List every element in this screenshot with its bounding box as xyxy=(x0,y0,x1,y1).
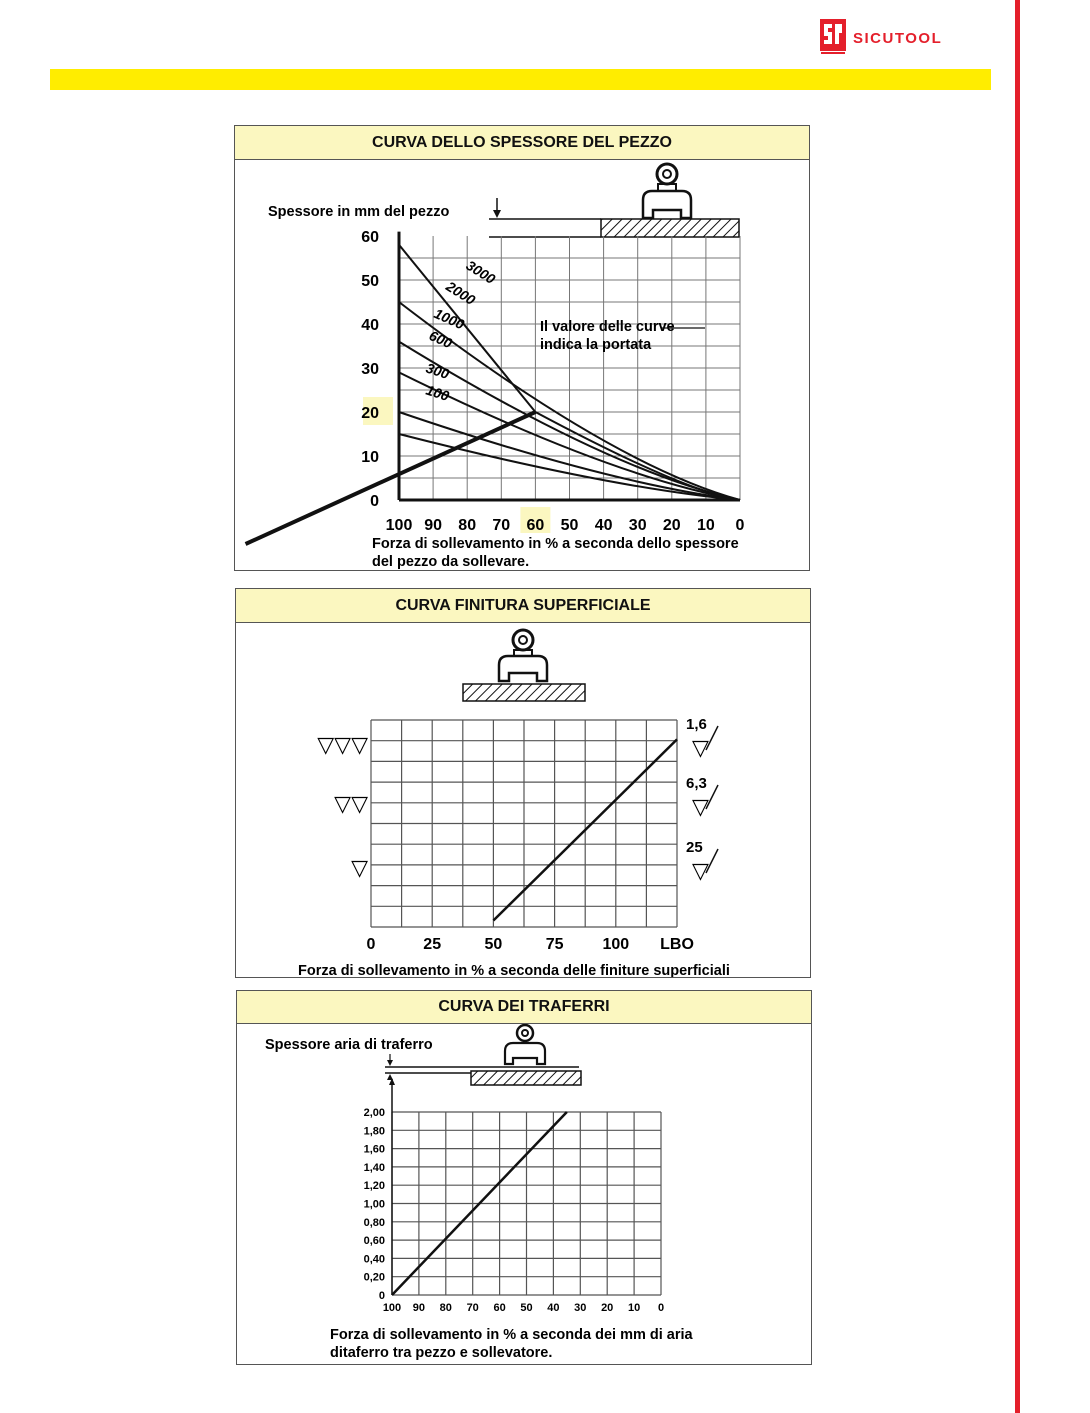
y-tick-label: 50 xyxy=(361,273,379,290)
header-yellow-bar xyxy=(50,69,991,90)
x-tick-label: 70 xyxy=(492,517,511,534)
x-tick-label: 50 xyxy=(560,517,579,534)
air-gap-chart xyxy=(237,1024,811,1364)
finish-symbol-left: ▽ xyxy=(351,855,368,880)
y-tick-label: 0,40 xyxy=(363,1253,385,1266)
finish-symbol-right: ▽ xyxy=(692,735,709,760)
x-tick-label: 40 xyxy=(547,1302,560,1314)
x-tick-label: LBO xyxy=(660,936,694,953)
curve-label-100: 100 xyxy=(424,381,452,405)
sicutool-logo-icon xyxy=(819,18,849,56)
x-tick-label: 25 xyxy=(423,936,442,953)
x-tick-label: 40 xyxy=(594,517,613,534)
finish-label-right: 6,3 xyxy=(686,775,707,792)
x-tick-label: 100 xyxy=(382,1302,402,1314)
x-axis-label: Forza di sollevamento in % a seconda delle finiture superficiali xyxy=(298,963,730,977)
y-tick-label: 10 xyxy=(361,449,379,466)
thickness-curve-panel xyxy=(234,125,810,571)
sicutool-logo xyxy=(819,18,969,56)
x-tick-label: 20 xyxy=(662,517,681,534)
curve-label-600: 600 xyxy=(426,327,455,352)
air-gap-panel xyxy=(236,990,812,1365)
x-tick-label: 10 xyxy=(697,517,715,534)
finish-symbol-left: ▽▽▽ xyxy=(317,732,368,757)
x-axis-label-line1: Forza di sollevamento in % a seconda dello spessore xyxy=(372,536,739,552)
curve-label-3000: 3000 xyxy=(463,256,499,288)
surface-finish-panel xyxy=(235,588,811,978)
thickness-curve-title: CURVA DELLO SPESSORE DEL PEZZO xyxy=(235,126,809,160)
workpiece-hatched-icon xyxy=(489,198,739,237)
workpiece-hatched-icon xyxy=(463,684,585,701)
surface-finish-title: CURVA FINITURA SUPERFICIALE xyxy=(236,589,810,623)
brand-name: SICUTOOL xyxy=(853,30,943,47)
surface-finish-plot xyxy=(298,716,730,977)
thickness-plot xyxy=(246,204,745,570)
y-tick-label: 20 xyxy=(361,405,379,422)
x-tick-label: 80 xyxy=(458,517,477,534)
y-tick-label: 1,20 xyxy=(363,1180,385,1193)
x-tick-label: 100 xyxy=(385,517,413,534)
x-tick-label: 50 xyxy=(484,936,503,953)
x-tick-label: 0 xyxy=(657,1302,665,1314)
curve-label-1000: 1000 xyxy=(431,305,467,333)
x-tick-label: 75 xyxy=(545,936,564,953)
y-tick-label: 0,60 xyxy=(363,1235,385,1248)
x-tick-label: 60 xyxy=(493,1302,506,1314)
x-tick-label: 90 xyxy=(412,1302,426,1314)
x-tick-label: 90 xyxy=(424,517,442,534)
x-tick-label: 0 xyxy=(735,517,745,534)
y-tick-label: 2,00 xyxy=(363,1107,385,1119)
y-tick-label: 0 xyxy=(370,493,379,510)
x-axis-label-line2: del pezzo da sollevare. xyxy=(372,554,530,570)
y-axis-label: Spessore aria di traferro xyxy=(265,1037,433,1053)
x-tick-label: 30 xyxy=(628,517,647,534)
x-tick-label: 60 xyxy=(526,517,545,534)
x-tick-label: 30 xyxy=(574,1302,587,1314)
y-tick-label: 1,40 xyxy=(363,1161,385,1174)
x-tick-label: 10 xyxy=(627,1302,641,1314)
finish-label-right: 25 xyxy=(686,839,703,856)
y-tick-label: 1,80 xyxy=(363,1125,385,1138)
finish-symbol-right: ▽ xyxy=(692,794,709,819)
x-tick-label: 100 xyxy=(602,936,630,953)
x-tick-label: 50 xyxy=(520,1302,533,1314)
y-tick-label: 60 xyxy=(361,229,379,246)
y-tick-label: 1,00 xyxy=(363,1198,385,1211)
curve-label-300: 300 xyxy=(424,359,452,383)
thickness-chart xyxy=(235,160,809,570)
x-tick-label: 0 xyxy=(366,936,376,953)
red-margin-line xyxy=(1015,0,1020,1413)
annotation-line1: Il valore delle curve xyxy=(540,319,675,335)
y-tick-label: 1,60 xyxy=(363,1143,385,1156)
x-tick-label: 20 xyxy=(601,1302,614,1314)
surface-finish-chart xyxy=(236,623,810,977)
x-axis-label-line1: Forza di sollevamento in % a seconda dei mm di aria xyxy=(330,1327,693,1343)
air-gap-title: CURVA DEI TRAFERRI xyxy=(237,991,811,1024)
finish-label-right: 1,6 xyxy=(686,716,707,733)
curve-label-2000: 2000 xyxy=(443,277,479,309)
y-tick-label: 30 xyxy=(361,361,379,378)
workpiece-hatched-icon xyxy=(385,1054,581,1085)
x-tick-label: 70 xyxy=(466,1302,479,1314)
y-tick-label: 0,20 xyxy=(363,1271,385,1284)
y-tick-label: 0 xyxy=(378,1290,385,1302)
lifter-icon xyxy=(499,630,547,681)
lifter-icon xyxy=(505,1025,545,1064)
finish-symbol-right: ▽ xyxy=(692,858,709,883)
y-tick-label: 40 xyxy=(361,317,379,334)
annotation-line2: indica la portata xyxy=(540,337,652,353)
lifter-icon xyxy=(643,164,691,218)
x-tick-label: 80 xyxy=(439,1302,452,1314)
finish-symbol-left: ▽▽ xyxy=(334,791,368,816)
y-tick-label: 0,80 xyxy=(363,1216,385,1229)
x-axis-label-line2: ditaferro tra pezzo e sollevatore. xyxy=(330,1345,553,1361)
y-axis-label: Spessore in mm del pezzo xyxy=(268,204,450,220)
